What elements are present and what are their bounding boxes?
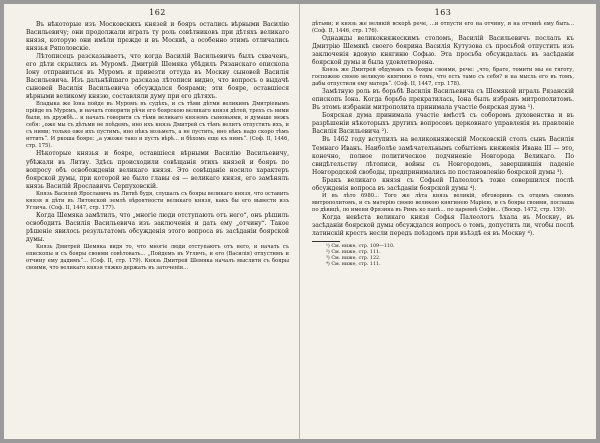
paragraph: Боярская дума принимала участіе вмѣстѣ съ соборомъ духовенства и въ разрѣшеніи нѣкоторыхъ другихъ вопросовъ церковнаго управленія въ правленіе Василія Васильевича ²). bbox=[312, 112, 574, 136]
quote-paragraph: Князь же Дмитрей обдумавъ съ бояры своими, рече: „что, брате, томити мы ее тяготу, госпожею своею великую княгиню о томъ, что есть тамо съ себя? и на мысль его въ томъ, дабы отпустили ему матерь“. (Соф. II, 1447, стр. 178). bbox=[312, 67, 574, 88]
quote-paragraph: Князь Василей Ярославичь въ Литвѣ будя, слушалъ съ бояры великаго князя, что оставить князя и дѣти въ Литовской землѣ вѣроятности великаго князя, какъ бы его вывести изъ Углича. (Соф. II, 1447, стр. 177). bbox=[26, 190, 289, 211]
footnote: ¹) См. ниже, стр. 109—110. bbox=[326, 243, 395, 249]
paragraph: Въ 1462 году вступилъ на великокняжескій Московскій столъ сынъ Василія Темнаго Иванъ. Наиболѣе замѣчательнымъ событіемъ княженія Ивана III — это, конечно, полное политическое подчиненіе Новгорода Великаго. По свидѣтельству лѣтописи, войны съ Новгородомъ, завершившія паденіе Новгородской свободы, предпринимались по постановленію боярской думы ³). bbox=[312, 136, 574, 176]
quote-paragraph: дѣтьми; и князь же великій вскорѣ рече, ...и отпусти его на отчину, и на отчинѣ ему быть... (Соф. II, 1446, стр. 176). bbox=[312, 21, 574, 34]
quote-paragraph: Князь Дмитрей Шемяка видя то, что многіе люди отступаютъ отъ него, и начать съ епископы и съ бояры своими совѣтовать... „Пойдемъ въ Угличъ, и его (Василія) отпустимъ и отчину ему дадимъ“... (Соф. II, стр. 179). Князь Дмитрей Шемяка началъ мыслити съ бояры своими, что великаго князя тяжко держать въ заточеніи... bbox=[26, 243, 289, 271]
paragraph: Когда невѣста великаго князя Софья Палеологъ ѣхала въ Москву, въ засѣданіи боярской думы обсуждался вопросъ о томъ, допустить ли, чтобы послѣ латинскій крестъ несли передъ поѣздомъ при въѣздѣ ея въ Москву ⁴). bbox=[312, 213, 574, 237]
paragraph: Нѣкоторые князья и бояре, оставшіеся вѣрными Василію Васильевичу, убѣжали въ Литву. Здѣсь происходили совѣщанія этихъ князей и бояръ по вопросу объ освобожденіи великаго князя. Это совѣщаніе носило характеръ боярской думы, при которой не было главы ея — великаго князя, его замѣнялъ князь Василій Ярославичъ Серпуховскій. bbox=[26, 150, 289, 190]
page-number: 162 bbox=[149, 8, 166, 17]
left-page bbox=[4, 4, 300, 439]
footnote: ³) См. ниже, стр. 122. bbox=[326, 255, 381, 261]
page-body bbox=[26, 21, 289, 272]
paragraph: Въ нѣкоторые изъ Московскихъ князей и бояръ остались вѣрными Василію Васильевичу; они продолжали играть ту роль совѣтниковъ при дѣтяхъ великаго князя, которую они имѣли прежде и въ Москвѣ, а особенно этимъ отличались князья Ряполовскіе. bbox=[26, 21, 289, 53]
page-body bbox=[312, 21, 574, 268]
right-page bbox=[300, 4, 596, 439]
quote-paragraph: И въ лѣто 6980... Того же лѣта князь великій, обговоривъ съ отцемъ своимъ митрополитомъ, и съ матерію своею великою княгинею Маріею, и съ бояры своими, послаша по дѣвицѣ, по имени Фрязина въ Римъ ко папѣ... по царевнѣ Софіи... (Воскр. 1472, стр. 159). bbox=[312, 192, 574, 213]
quote-paragraph: Владыка же Іона пойде въ Муромъ въ судѣхъ, и съ тѣми дѣтми великимъ Дмитріевымъ прійде въ Муромъ, и начать говорити рѣчи его боярскою великаго князя дѣтей, трехъ съ ними были, въ дружбѣ... и начать говорити съ тѣми великаго княземъ сыновьями, и думаше межъ себя: „оже мы съ дѣтьми не поѣдемъ, ино ихъ князь Дмитрей съ тѣмъ велитъ отпустить ихъ, и съ ними; только оже ихъ пустимъ, ино нѣкъ возьметъ, а не пустить, ино нѣкъ надо скоро тѣмъ иттить“. И ркоша бояре: „а ужоже тако и пусть вѣрѣ... и бѣхомъ еще къ нимъ“. (Соф. II, 1446, стр. 175). bbox=[26, 101, 289, 150]
footnote: ⁴) См. ниже, стр. 111. bbox=[326, 261, 381, 267]
paragraph: Замѣтную роль въ борьбѣ Василія Васильевича съ Шемякой играль Рязанскій епископъ Іона. Когда борьба прекратилась, Іона былъ избранъ митрополитомъ. Въ этомъ избраніи митрополита принимала участіе боярская дума ¹). bbox=[312, 88, 574, 112]
paragraph: Лѣтописецъ разсказываетъ, что когда Василій Васильевичъ былъ схваченъ, его дѣти скрылись въ Муромѣ. Дмитрій Шемяка убѣдилъ Рязанскаго епископа Іону отправиться въ Муромъ и привезти оттуда въ Москву сыновей Василія Васильевича. Изъ дальнѣйшаго разсказа лѣтописи видно, что вопросъ о выдачѣ сыновей Василія Васильевича обсуждался боярами; эти бояре, оставшіеся вѣрными великому князю, составляли думу при его дѣтяхъ. bbox=[26, 53, 289, 101]
paragraph: Когда Шемяка замѣтилъ, что „многіе люди отступають отъ него“, онъ рѣшилъ освободить Василія Васильевича изъ заключенія и дать ему „отчину“. Такое рѣшеніе явилось результатомъ обсужденія этого вопроса въ засѣданіи боярской думы. bbox=[26, 211, 289, 243]
footnote-divider bbox=[312, 241, 340, 242]
book-spread bbox=[4, 4, 596, 439]
page-number: 163 bbox=[434, 8, 452, 17]
footnote: ²) См. ниже, стр. 111. bbox=[326, 249, 381, 255]
paragraph: Однажды великокняжескимъ столомъ, Василій Васильевичъ послалъ къ Дмитрію Шемякѣ своего боярина Василія Кутузова съ просьбой отпустить изъ заключенія вдовую княгиню Софью. Эта просьба обсуждалась въ засѣданіи боярской думы и была удовлетворена. bbox=[312, 35, 574, 67]
paragraph: Бракъ великаго князя съ Софьей Палеологъ тоже совершился послѣ обсужденія вопроса въ засѣданіи боярской думы ⁴). bbox=[312, 176, 574, 192]
